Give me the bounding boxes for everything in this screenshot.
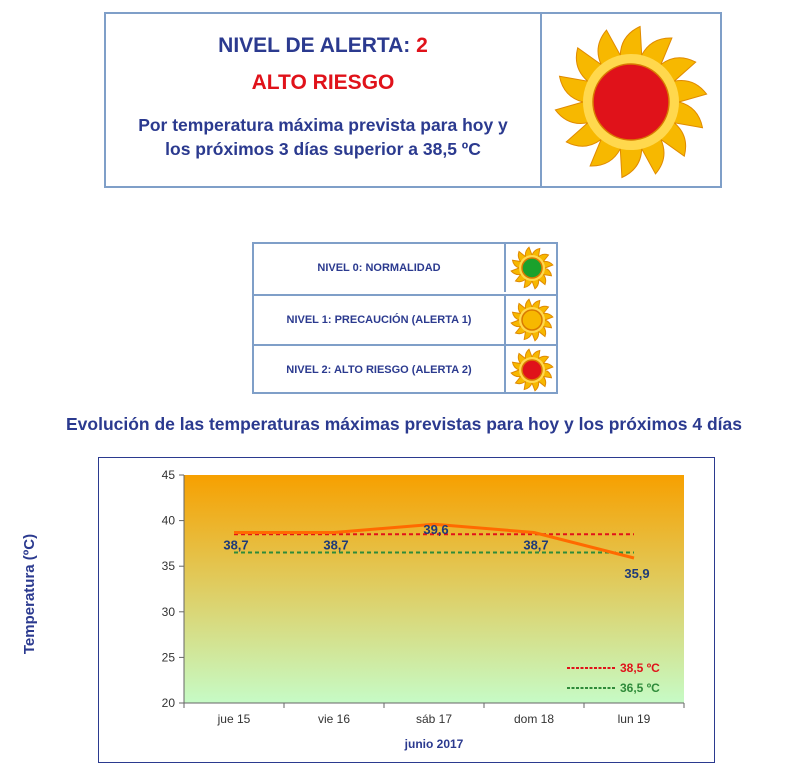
data-label: 38,7	[323, 537, 349, 553]
data-label: 38,7	[223, 537, 249, 553]
x-tick-label: sáb 17	[415, 712, 453, 726]
threshold-legend-label: 36,5 ºC	[620, 681, 660, 695]
y-axis-label: Temperatura (ºC)	[21, 533, 38, 655]
alert-level-number: 2	[416, 34, 428, 57]
level-label: NIVEL 0: NORMALIDAD	[254, 244, 506, 292]
y-tick-label: 35	[161, 559, 175, 574]
data-label: 39,6	[423, 522, 449, 538]
data-label: 38,7	[523, 537, 549, 553]
x-tick-label: lun 19	[617, 712, 651, 726]
threshold-legend-label: 38,5 ºC	[620, 661, 660, 675]
alert-level-text: ALTO RIESGO	[251, 71, 395, 94]
alert-description-line2: los próximos 3 días superior a 38,5 ºC	[165, 139, 481, 159]
data-label: 35,9	[624, 565, 650, 581]
x-axis-label: junio 2017	[404, 737, 464, 751]
x-tick-label: dom 18	[513, 712, 555, 726]
y-tick-label: 45	[161, 468, 175, 482]
y-tick-label: 25	[161, 650, 175, 665]
y-tick-label: 20	[161, 696, 175, 710]
level-label: NIVEL 1: PRECAUCIÓN (ALERTA 1)	[254, 296, 506, 344]
y-tick-label: 30	[161, 604, 175, 619]
x-tick-label: jue 15	[217, 712, 251, 726]
level-label: NIVEL 2: ALTO RIESGO (ALERTA 2)	[254, 346, 506, 394]
chart-heading: Evolución de las temperaturas máximas previstas para hoy y los próximos 4 días	[66, 414, 742, 434]
alert-description-line1: Por temperatura máxima prevista para hoy y	[138, 115, 508, 135]
y-tick-label: 40	[161, 513, 175, 528]
alert-title-prefix: NIVEL DE ALERTA:	[218, 34, 411, 57]
x-tick-label: vie 16	[317, 712, 351, 726]
